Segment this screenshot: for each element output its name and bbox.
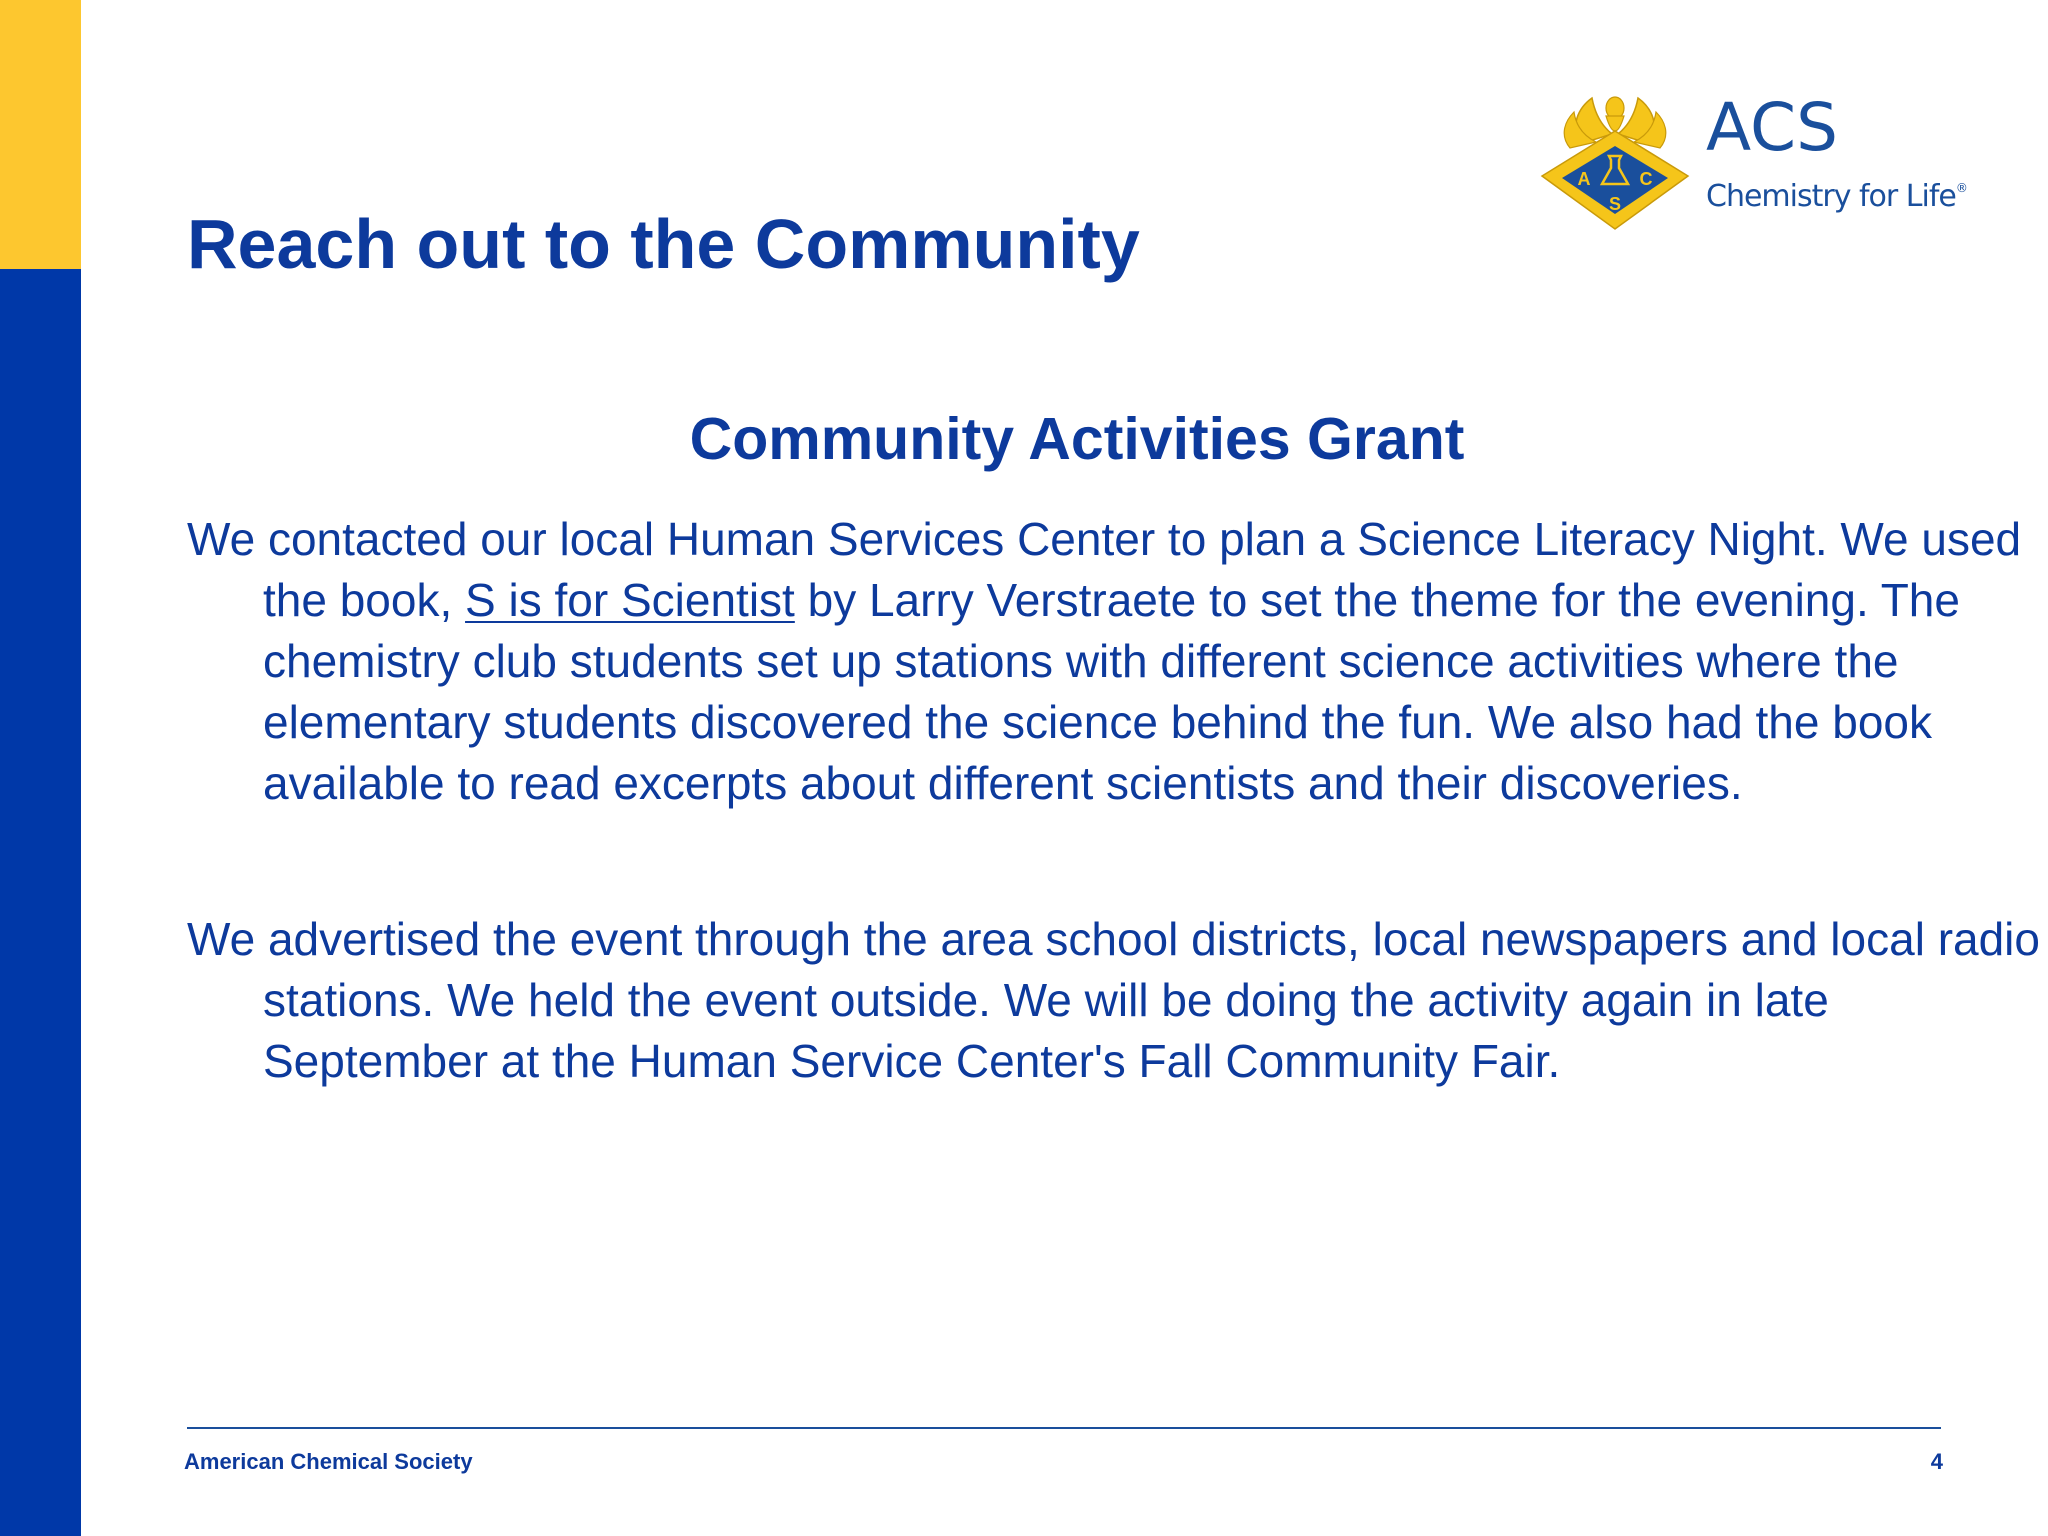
book-title: S is for Scientist bbox=[465, 574, 795, 626]
section-heading: Community Activities Grant bbox=[689, 406, 1465, 472]
logo-tagline bbox=[1706, 168, 1968, 217]
slide-title: Reach out to the Community bbox=[187, 205, 1140, 283]
acs-emblem-letters bbox=[1540, 86, 1690, 231]
paragraph-1-text-before: We contacted our local Human Services Center to plan a Science Literacy Night. We used the book, bbox=[187, 513, 2022, 626]
logo-wordmark: ACS bbox=[1706, 89, 1838, 166]
footer-divider bbox=[187, 1427, 1941, 1429]
emblem-letter-c: C bbox=[1639, 169, 1653, 189]
emblem-letter-a: A bbox=[1577, 169, 1591, 189]
body-paragraph-2: We advertised the event through the area school districts, local newspapers and local radio stations. We held the event outside. We will be doing the activity again in late September at the Human Service Center's Fall Community Fair. bbox=[187, 913, 2040, 1087]
registered-mark: ® bbox=[1955, 181, 1968, 195]
side-accent-bar-yellow bbox=[0, 0, 81, 269]
side-accent-bar-blue bbox=[0, 269, 81, 1536]
paragraph-1-text-after: by Larry Verstraete to set the theme for the evening. The chemistry club students set up stations with different science activities where the elementary students discovered the science behind the fun. We also had the book available to read excerpts about different scientists and their discoveries. bbox=[263, 574, 1960, 809]
body-paragraph-1 bbox=[187, 509, 2048, 814]
page-number: 4 bbox=[1930, 1449, 1943, 1474]
footer-organization: American Chemical Society bbox=[184, 1449, 473, 1474]
acs-logo bbox=[1540, 86, 1970, 231]
logo-tagline-text: Chemistry for Life bbox=[1706, 179, 1956, 214]
emblem-letter-s: S bbox=[1608, 194, 1622, 214]
